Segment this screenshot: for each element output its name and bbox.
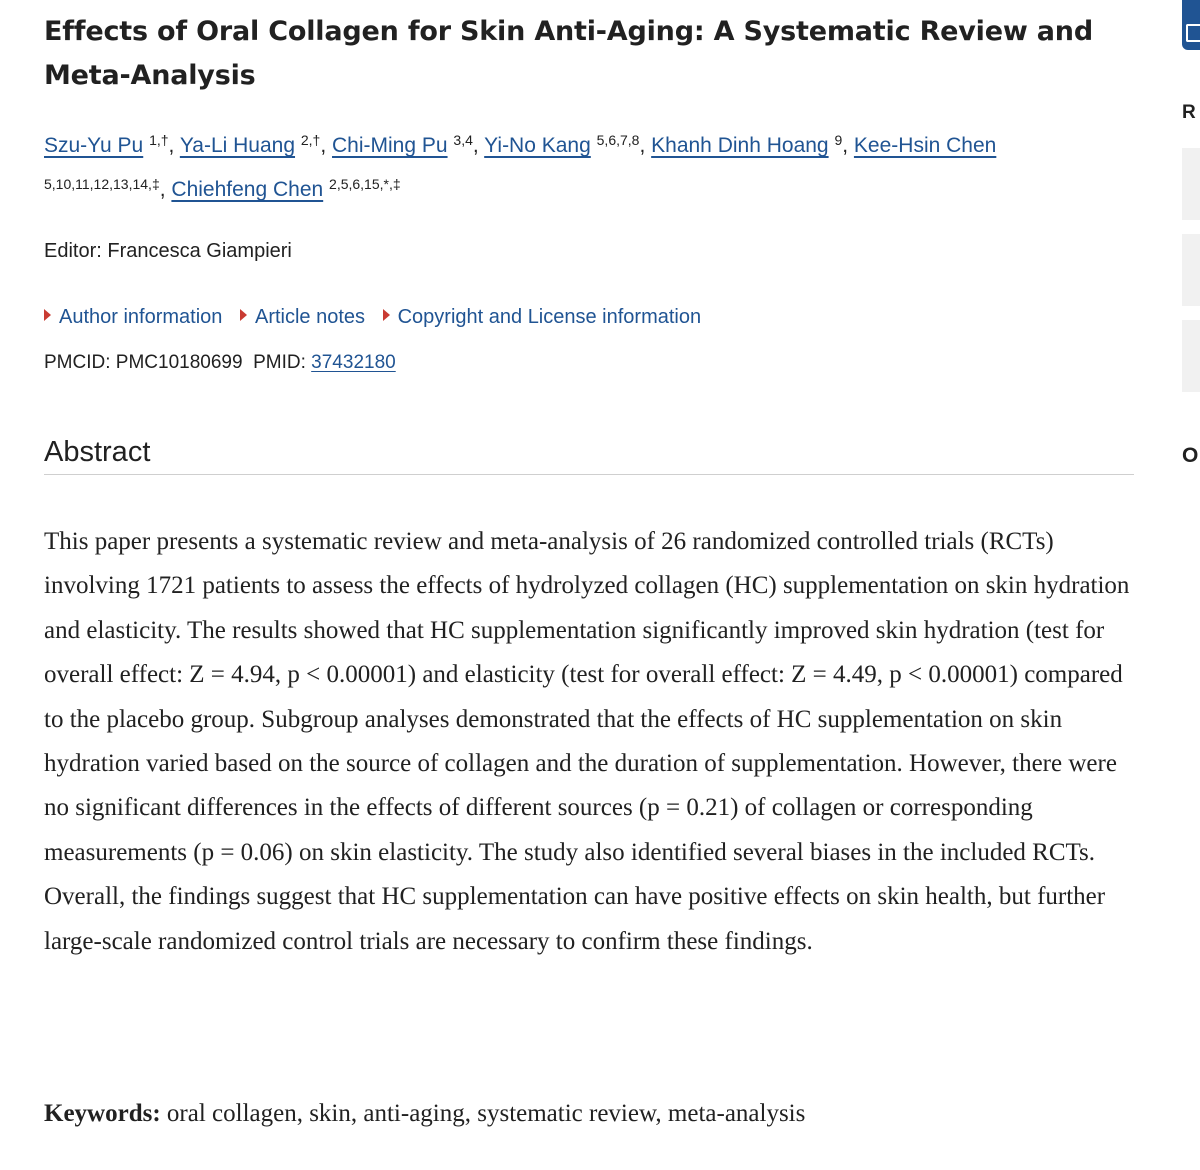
accordion-label: Article notes: [254, 306, 366, 328]
copyright-license-toggle[interactable]: [383, 306, 702, 329]
author-affiliation: 5,6,7,8: [596, 132, 640, 148]
pmcid: PMCID: PMC10180699: [44, 352, 243, 373]
author-link[interactable]: Chiehfeng Chen: [171, 178, 324, 201]
sidebar-action-box[interactable]: [1182, 320, 1200, 392]
sidebar-heading-truncated: R: [1182, 102, 1196, 123]
keywords-label: Keywords:: [44, 1100, 161, 1127]
author-affiliation: 3,4: [453, 132, 473, 148]
abstract-heading: Abstract: [44, 436, 1134, 475]
panel-icon: [1186, 24, 1200, 42]
accordion-label: Author information: [59, 306, 223, 328]
caret-right-icon: [44, 309, 51, 321]
keywords-list: oral collagen, skin, anti-aging, systematic review, meta-analysis: [166, 1100, 806, 1127]
article-title: Effects of Oral Collagen for Skin Anti-Aging: A Systematic Review and Meta-Analysis: [44, 16, 1093, 91]
author-affiliation: 9: [834, 132, 843, 148]
sidebar-heading-truncated: O: [1182, 444, 1199, 467]
sidebar-action-box[interactable]: [1182, 148, 1200, 220]
author-information-toggle[interactable]: [44, 306, 222, 329]
pmid-label: PMID:: [253, 352, 306, 373]
author-list: Szu-Yu Pu $^{1,\dagger}$, Ya-Li Huang $^{2,\dagger}$, Chi-Ming Pu $^{3,4}$, Yi-No Kang $^{5,6,7,8}$, Khanh Dinh Hoang $^9$, Kee-Hsin Chen $^{5,10,11,12,13,14,\ddagger}$, Chiehfeng Chen $^{2,5,6,15,*,\ddagger}$: [44, 132, 997, 201]
accordion-label: Copyright and License information: [397, 306, 702, 328]
sidebar-toggle-button[interactable]: [1182, 0, 1200, 50]
author-link[interactable]: Szu-Yu Pu: [44, 134, 144, 157]
article-accordions: [44, 306, 713, 329]
author-affiliation: 1,†: [149, 132, 169, 148]
editor-line: Editor: Francesca Giampieri: [44, 240, 292, 262]
author-link[interactable]: Chi-Ming Pu: [332, 134, 448, 157]
caret-right-icon: [240, 309, 247, 321]
author-affiliation: 2,†: [300, 132, 321, 148]
article-identifiers: [44, 352, 396, 374]
keywords: [44, 1100, 805, 1128]
sidebar-action-box[interactable]: [1182, 234, 1200, 306]
author-link[interactable]: Yi-No Kang: [484, 134, 591, 157]
caret-right-icon: [383, 309, 390, 321]
pmid-link[interactable]: 37432180: [311, 352, 396, 373]
author-link[interactable]: Khanh Dinh Hoang: [651, 134, 829, 157]
author-affiliation: 2,5,6,15,*,‡: [329, 176, 401, 192]
author-affiliation: 5,10,11,12,13,14,‡: [44, 176, 160, 192]
author-link[interactable]: Kee-Hsin Chen: [853, 134, 997, 157]
abstract-body: [44, 520, 1140, 964]
abstract-paragraph: This paper presents a systematic review and meta-analysis of 26 randomized controlled trials (RCTs) involving 1721 patients to assess the effects of hydrolyzed collagen (HC) supplementation on skin hydration and elasticity. The results showed that HC supplementation significantly improved skin hydration (test for overall effect: Z = 4.94, p < 0.00001) and elasticity (test for overall effect: Z = 4.49, p < 0.00001) compared to the placebo group. Subgroup analyses demonstrated that the effects of HC supplementation on skin hydration varied based on the source of collagen and the duration of supplementation. However, there were no significant differences in the effects of different sources (p = 0.21) of collagen or corresponding measurements (p = 0.06) on skin elasticity. The study also identified several biases in the included RCTs. Overall, the findings suggest that HC supplementation can have positive effects on skin health, but further large-scale randomized control trials are necessary to confirm these findings.: [44, 528, 1130, 955]
author-link[interactable]: Ya-Li Huang: [179, 134, 296, 157]
article-notes-toggle[interactable]: [240, 306, 365, 329]
